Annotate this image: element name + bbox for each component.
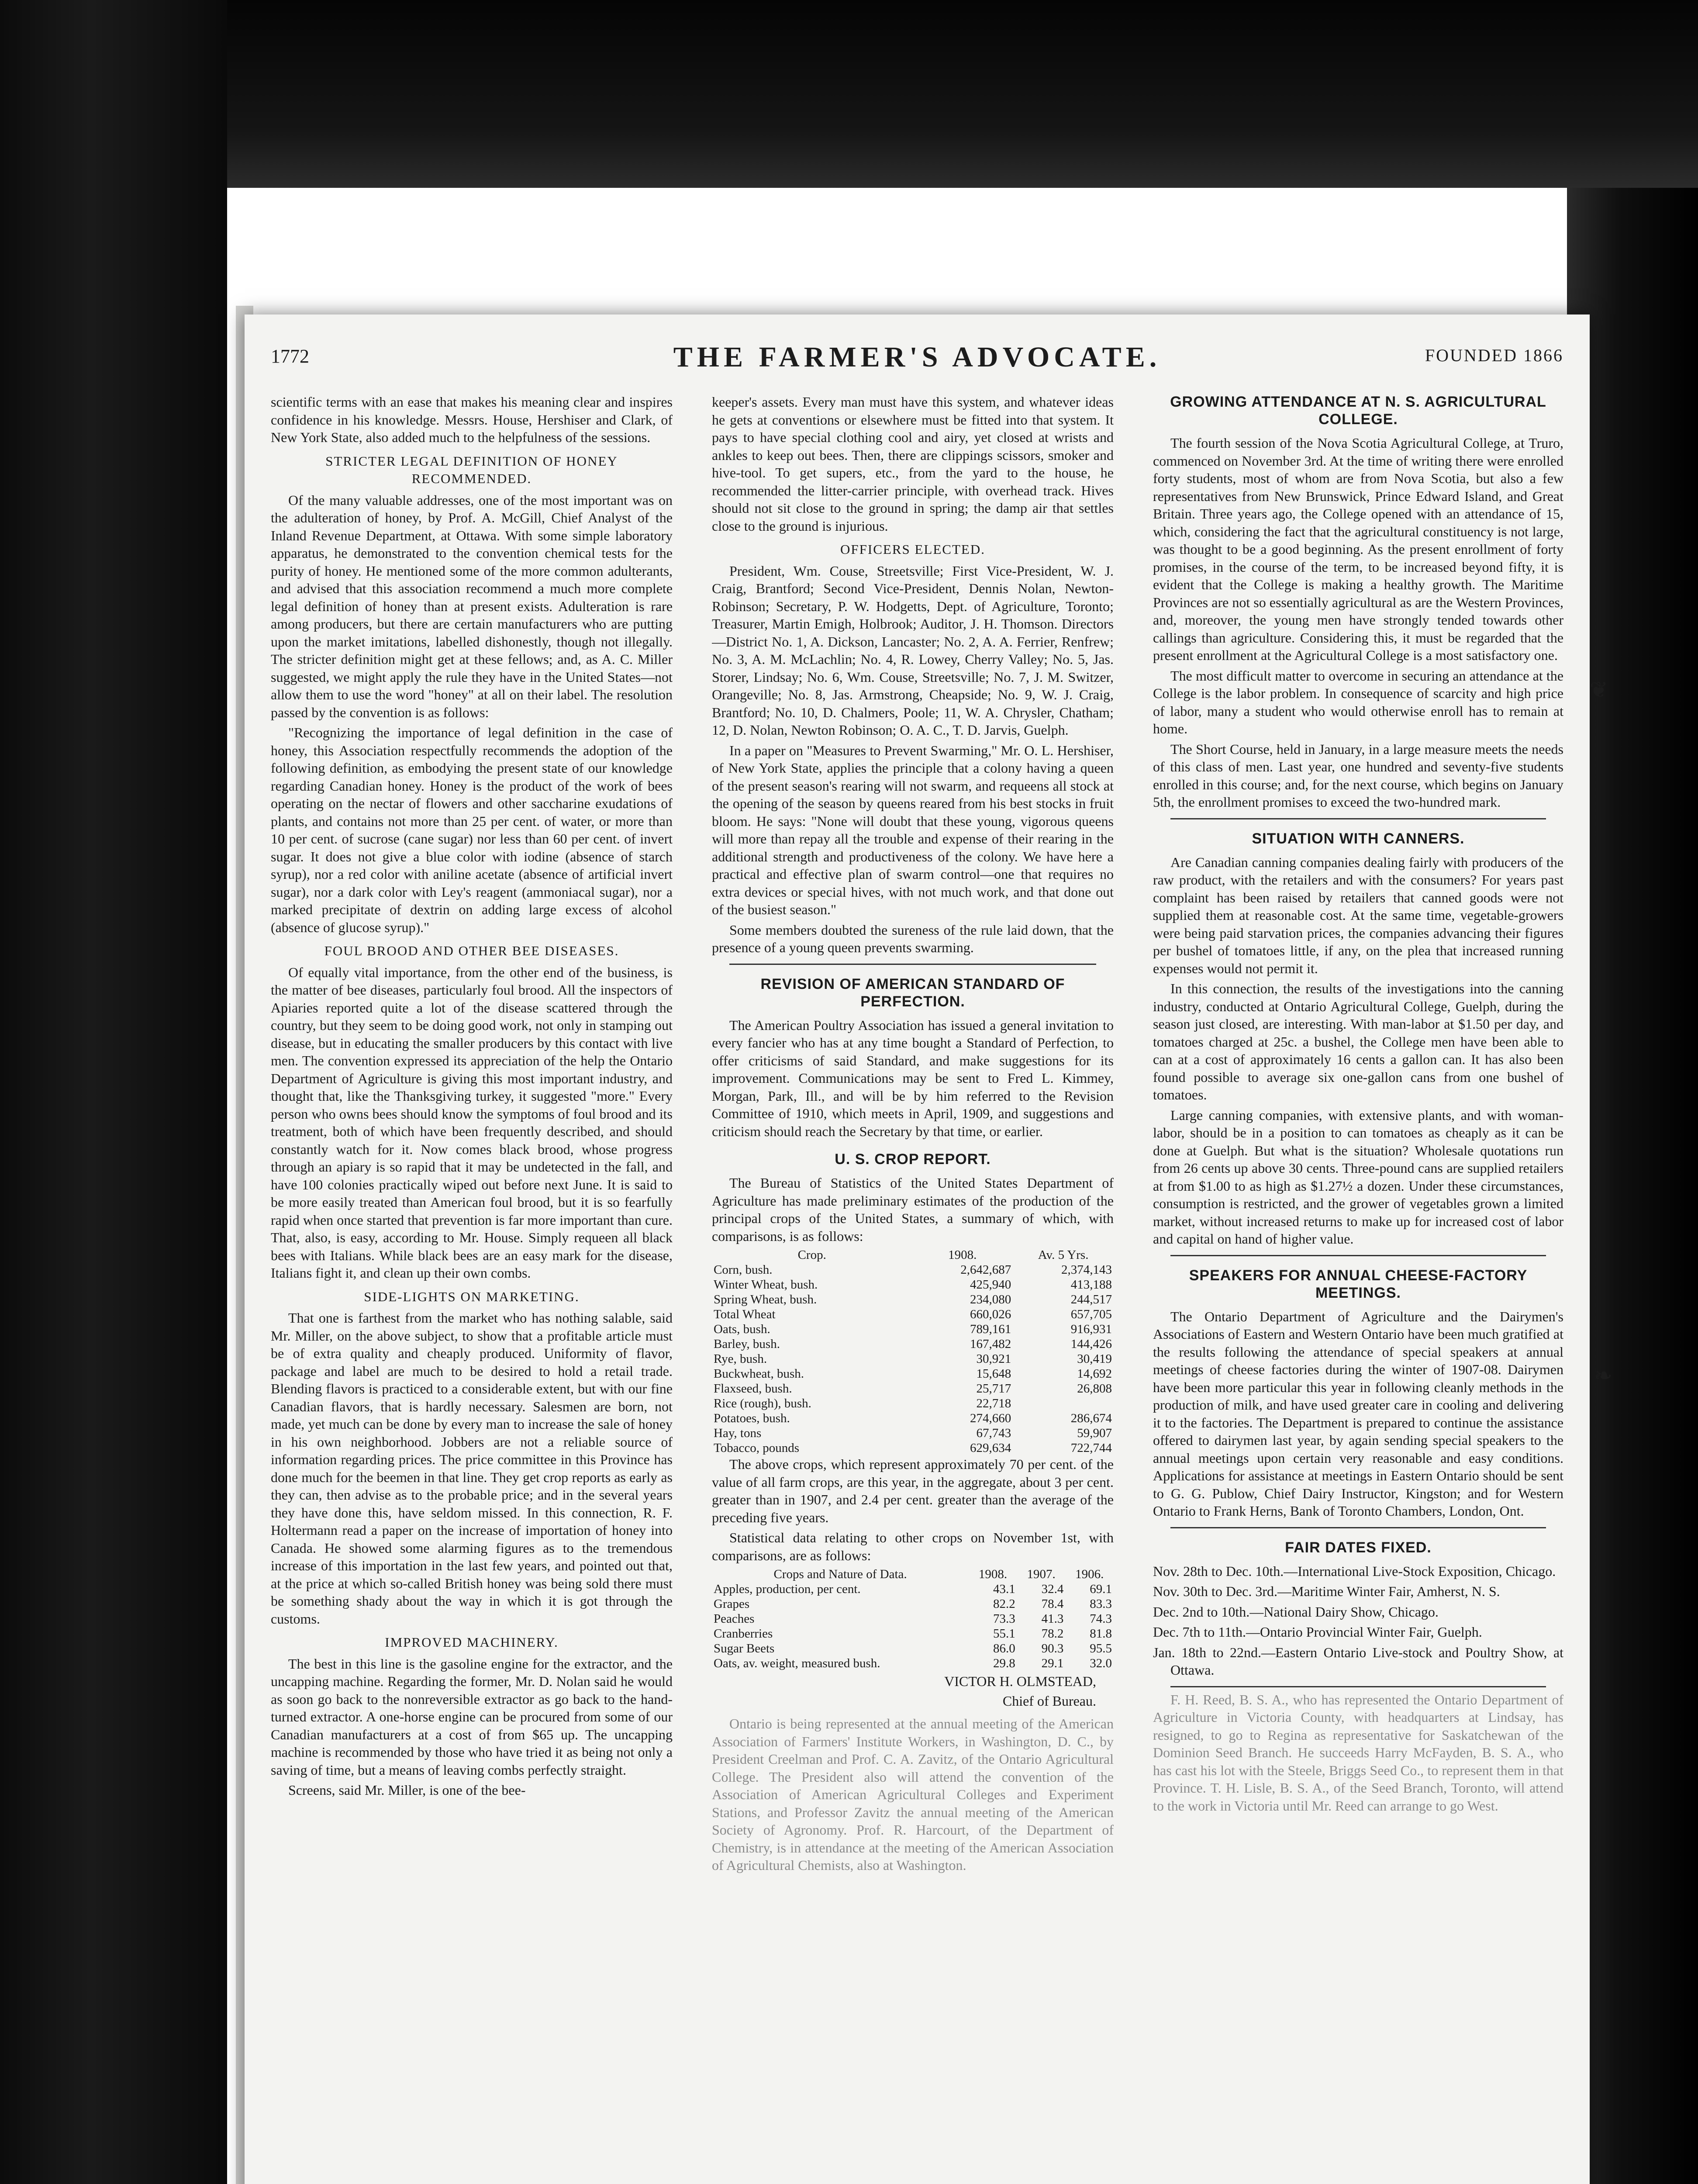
cell-1906: 69.1 xyxy=(1090,1582,1112,1596)
crop-name: Buckwheat, bush. xyxy=(714,1367,804,1381)
crop-value-1908: 15,648 xyxy=(976,1367,1011,1381)
crop-value-1908: 30,921 xyxy=(976,1352,1011,1366)
paragraph: President, Wm. Couse, Streetsville; First Vice-President, W. J. Craig, Brantford; Second Vice-President, Dennis Nolan, Newton-Robinson; Secretary, P. W. Hodgetts, Dept. of Agriculture, Toronto; Treasurer, Martin Emigh, Holbrook; Auditor, J. H. Thomson. Directors—District No. 1, A. Dickson, Lancaster; No. 2, A. A. Ferrier, Renfrew; No. 3, A. M. McLachlin; No. 4, R. Lowey, Cherry Valley; No. 5, Jas. Storer, Lindsay; No. 6, Wm. Couse, Streetsville; No. 7, J. M. Switzer, Orangeville; No. 8, Jas. Armstrong, Cheapside; No. 9, W. J. Craig, Brantford; No. 10, D. Chalmers, Poole; 11, W. A. Chrysler, Chatham; 12, D. Nolan, Newton Robinson; O. A. C., T. D. Jarvis, Guelph. xyxy=(712,563,1114,738)
row-label: Sugar Beets xyxy=(714,1641,775,1655)
table-header-row xyxy=(712,1567,1114,1582)
cell-1906: 81.8 xyxy=(1090,1627,1112,1641)
paragraph: The best in this line is the gasoline engine for the extractor, and the uncapping machine. Regarding the former, Mr. D. Nolan said he would as soon go back to the nonreversible extractor as go back to the hand-turned extractor. A one-horse engine can be procured from some of our Canadian manufacturers at a cost of from $65 up. The uncapping machine is recommended by those who have tried it as being not only a saving of time, but a means of leaving combs perfectly straight. xyxy=(271,1655,673,1778)
table-row xyxy=(712,1656,1114,1671)
crop-table xyxy=(712,1248,1114,1455)
cell-1908: 55.1 xyxy=(993,1627,1015,1641)
paragraph: Some members doubted the sureness of the rule laid down, that the presence of a young queen prevents swarming. xyxy=(712,922,1114,955)
crop-value-avg: 916,931 xyxy=(1070,1322,1112,1336)
crop-value-avg: 286,674 xyxy=(1070,1411,1112,1425)
paragraph: Are Canadian canning companies dealing fairly with producers of the raw product, with the retailers and with the consumers? For years past complaint has been raised by retailers that canned goods were not supplied them at reasonable cost. At the same time, vegetable-growers were being paid starvation prices, the companies advancing their figures per bushel of tomatoes little, if any, on the plea that increased running expenses would not permit it. xyxy=(1153,854,1563,976)
paragraph: In a paper on "Measures to Prevent Swarming," Mr. O. L. Hershiser, of New York State, applies the principle that a colony having a queen of the present season's rearing will not swarm, and requeens all stock at the opening of the season by queens reared from his best stocks in fruit bloom. He says: "None will doubt that these young, vigorous queens will more than repay all the trouble and expense of their rearing in the additional strength and productiveness of the colony. We have here a practical and effective plan of swarm control—one that requires no extra devices or special hives, with not much work, and that done out of the busiest season." xyxy=(712,742,1114,917)
table-row xyxy=(712,1351,1114,1366)
paragraph: In this connection, the results of the investigations into the canning industry, conducted at Ontario Agricultural College, Guelph, during the season just closed, are interesting. With man-labor at $1.50 per day, and tomatoes charged at 25c. a bushel, the College men have been able to can at a cost of approximately 16 cents a gallon can. It has also been found possible to average six one-gallon cans from one bushel of tomatoes. xyxy=(1153,981,1563,1102)
column-3 xyxy=(1153,393,1563,2079)
crop-name: Tobacco, pounds xyxy=(714,1441,800,1455)
divider xyxy=(1170,1255,1546,1256)
scanner-border-left xyxy=(0,0,227,2184)
crop-name: Hay, tons xyxy=(714,1426,762,1440)
cell-1906: 83.3 xyxy=(1090,1597,1112,1611)
crop-name: Oats, bush. xyxy=(714,1322,770,1336)
signature-name: VICTOR H. OLMSTEAD, xyxy=(944,1673,1096,1689)
table-row xyxy=(712,1277,1114,1292)
cell-1907: 90.3 xyxy=(1041,1641,1064,1655)
paragraph: Of the many valuable addresses, one of the most important was on the adulteration of honey, by Prof. A. McGill, Chief Analyst of the Inland Revenue Department, at Ottawa. With some simple laboratory apparatus, he demonstrated to the convention chemical tests for the purity of honey. He mentioned some of the more common adulterants, and advised that this association recommend a much more complete legal definition of honey than at present exists. Adulteration is rare among producers, but there are certain manufacturers who are putting upon the market imitations, labelled dishonestly, though not illegally. The stricter definition might get at these fellows; and, as A. C. Miller suggested, we might apply the rule they have in the United States—not allow them to use the word "honey" at all on their label. The resolution passed by the convention is as follows: xyxy=(271,492,673,720)
founded-label: FOUNDED 1866 xyxy=(1425,346,1563,365)
paragraph: The above crops, which represent approximately 70 per cent. of the value of all farm crops, are this year, in the aggregate, about 3 per cent. greater than in 1907, and 2.4 per cent. greater than the average of the preceding five years. xyxy=(712,1456,1114,1525)
subheading: OFFICERS ELECTED. xyxy=(840,542,985,557)
paragraph: The most difficult matter to overcome in securing an attendance at the College is the labor problem. In consequence of scarcity and high price of labor, many a student who would otherwise enroll has to remain at home. xyxy=(1153,667,1563,736)
subheading: IMPROVED MACHINERY. xyxy=(385,1635,559,1650)
scanner-border-top xyxy=(0,0,1698,188)
crop-value-avg: 2,374,143 xyxy=(1061,1263,1112,1277)
crop-value-1908: 25,717 xyxy=(976,1382,1011,1396)
crop-value-avg xyxy=(1013,1396,1114,1411)
crop-name: Flaxseed, bush. xyxy=(714,1382,792,1396)
table-row xyxy=(712,1441,1114,1455)
article-heading: SITUATION WITH CANNERS. xyxy=(1252,830,1465,847)
crop-value-avg: 59,907 xyxy=(1077,1426,1112,1440)
paragraph: The Ontario Department of Agriculture and the Dairymen's Associations of Eastern and Western Ontario have been much gratified at the results following the attendance of special speakers at annual meetings of cheese factories during the winter of 1907-08. Dairymen have been more particular this year in following cleanly methods in the production of milk, and have used greater care in cooling and delivering it to the factories. The Department is prepared to continue the assistance offered to dairymen last year, by again sending special speakers to the annual meetings upon certain very reasonable and easy conditions. Applications for assistance at meetings in Eastern Ontario should be sent to G. G. Publow, Chief Dairy Instructor, Kingston; and for Western Ontario to Frank Herns, Bank of Toronto Chambers, London, Ont. xyxy=(1153,1308,1563,1519)
binding-mark-icon: ❦ xyxy=(1590,677,1608,702)
table-row xyxy=(712,1322,1114,1337)
table-header-row xyxy=(712,1248,1114,1262)
table-row xyxy=(712,1381,1114,1396)
signature-title: Chief of Bureau. xyxy=(1002,1693,1096,1709)
page-number: 1772 xyxy=(271,346,309,367)
paragraph: The American Poultry Association has issued a general invitation to every fancier who has at any time bought a Standard of Perfection, to offer criticisms of said Standard, and make suggestions for its improvement. Communications may be sent to Fred L. Kimmey, Morgan, Park, Ill., and will be by him referred to the Revision Committee of 1910, which meets in April, 1909, and suggestions and criticism should reach the Secretary by that time, or earlier. xyxy=(712,1017,1114,1139)
divider xyxy=(1170,818,1546,819)
paragraph: scientific terms with an ease that makes his meaning clear and inspires confidence in his knowledge. Messrs. House, Hershiser and Clark, of New York State, also added much to the helpfulness of the sessions. xyxy=(271,394,673,445)
cell-1908: 29.8 xyxy=(993,1656,1015,1670)
row-label: Grapes xyxy=(714,1597,750,1611)
article-heading: REVISION OF AMERICAN STANDARD OF PERFECTION. xyxy=(760,975,1065,1010)
cell-1906: 32.0 xyxy=(1090,1656,1112,1670)
crop-name: Rice (rough), bush. xyxy=(714,1396,811,1410)
cell-1907: 41.3 xyxy=(1041,1612,1064,1626)
subheading: FOUL BROOD AND OTHER BEE DISEASES. xyxy=(324,943,619,958)
fair-date-item: Nov. 28th to Dec. 10th.—International Live-Stock Exposition, Chicago. xyxy=(1153,1563,1556,1579)
cell-1908: 43.1 xyxy=(993,1582,1015,1596)
table-row xyxy=(712,1307,1114,1322)
paragraph: Large canning companies, with extensive plants, and with woman-labor, should be in a position to can tomatoes as cheaply as it can be done at Guelph. But what is the situation? Wholesale quotations run from 26 cents up above 30 cents. Three-pound cans are supplied retailers at from $1.00 to as high as $1.27½ a dozen. Under these circumstances, consumption is restricted, and the grower of vegetables grown a limited market, without increased returns to make up for increased cost of labor and capital on hand of higher value. xyxy=(1153,1107,1563,1247)
paragraph: "Recognizing the importance of legal definition in the case of honey, this Association respectfully recommends the adoption of the following definition, as embodying the present state of our knowledge regarding Canadian honey. Honey is the product of the work of bees operating on the nectar of flowers and other saccharine exudations of plants, and contains not more than 25 per cent. of water, or more than 10 per cent. of sucrose (cane sugar) nor less than 60 per cent. of invert sugar. It does not give a blue color with iodine (absence of starch syrup), nor a red color with aniline acetate (absence of artificial invert sugar), nor a dark color with Ley's reagent (ammoniacal sugar), nor a marked precipitate of dextrin on adding large excess of alcohol (absence of glucose syrup)." xyxy=(271,725,673,935)
header-cell: Crops and Nature of Data. xyxy=(773,1567,907,1581)
table-row xyxy=(712,1626,1114,1641)
subheading: SIDE-LIGHTS ON MARKETING. xyxy=(364,1289,580,1304)
crop-value-avg: 413,188 xyxy=(1070,1278,1112,1292)
crop-name: Rye, bush. xyxy=(714,1352,767,1366)
fair-date-item: Dec. 2nd to 10th.—National Dairy Show, Chicago. xyxy=(1153,1603,1439,1620)
header-cell: 1906. xyxy=(1075,1567,1104,1581)
subheading: STRICTER LEGAL DEFINITION OF HONEY RECOMMENDED. xyxy=(325,453,618,486)
crop-value-1908: 234,080 xyxy=(970,1292,1011,1306)
crop-condition-table xyxy=(712,1567,1114,1671)
row-label: Peaches xyxy=(714,1612,755,1626)
crop-value-1908: 67,743 xyxy=(976,1426,1011,1440)
cell-1908: 82.2 xyxy=(993,1597,1015,1611)
crop-value-1908: 629,634 xyxy=(970,1441,1011,1455)
crop-value-avg: 722,744 xyxy=(1070,1441,1112,1455)
paragraph: The Short Course, held in January, in a large measure meets the needs of this class of men. Last year, one hundred and seventy-five students enrolled in this course; and, for the next course, which begins on January 5th, the enrollment promises to exceed the two-hundred mark. xyxy=(1153,741,1563,810)
cell-1907: 78.4 xyxy=(1041,1597,1064,1611)
article-heading: SPEAKERS FOR ANNUAL CHEESE-FACTORY MEETINGS. xyxy=(1189,1267,1528,1301)
crop-value-1908: 660,026 xyxy=(970,1307,1011,1321)
table-row xyxy=(712,1641,1114,1656)
paragraph: F. H. Reed, B. S. A., who has represented the Ontario Department of Agriculture in Victoria County, with headquarters at Lindsay, has resigned, to go to Regina as representative for Saskatchewan of the Dominion Seed Branch. He succeeds Harry McFayden, B. S. A., who has cast his lot with the Steele, Briggs Seed Co., to represent them in that Province. T. H. Lisle, B. S. A., of the Seed Branch, Toronto, will attend to the work in Victoria until Mr. Reed can arrange to go West. xyxy=(1153,1691,1563,1814)
crop-value-1908: 22,718 xyxy=(976,1396,1011,1410)
paragraph: Screens, said Mr. Miller, is one of the bee- xyxy=(288,1782,526,1798)
masthead-title: THE FARMER'S ADVOCATE. xyxy=(673,341,1161,373)
header-cell: Crop. xyxy=(797,1248,826,1262)
column-2 xyxy=(712,393,1114,2079)
divider xyxy=(729,964,1096,965)
table-row xyxy=(712,1611,1114,1626)
cell-1908: 86.0 xyxy=(993,1641,1015,1655)
crop-value-1908: 167,482 xyxy=(970,1337,1011,1351)
column-1 xyxy=(271,393,673,2079)
header-cell: Av. 5 Yrs. xyxy=(1038,1248,1089,1262)
header-cell: 1907. xyxy=(1027,1567,1056,1581)
article-heading: GROWING ATTENDANCE AT N. S. AGRICULTURAL COLLEGE. xyxy=(1170,394,1546,428)
crop-value-1908: 789,161 xyxy=(970,1322,1011,1336)
table-row xyxy=(712,1337,1114,1351)
cell-1907: 29.1 xyxy=(1041,1656,1064,1670)
crop-value-1908: 2,642,687 xyxy=(960,1263,1011,1277)
table-row xyxy=(712,1582,1114,1597)
row-label: Oats, av. weight, measured bush. xyxy=(714,1656,880,1670)
table-row xyxy=(712,1411,1114,1426)
crop-value-avg: 244,517 xyxy=(1070,1292,1112,1306)
crop-name: Potatoes, bush. xyxy=(714,1411,790,1425)
fair-date-item: Jan. 18th to 22nd.—Eastern Ontario Live-stock and Poultry Show, at Ottawa. xyxy=(1153,1644,1563,1678)
header-cell: 1908. xyxy=(948,1248,977,1262)
crop-value-1908: 274,660 xyxy=(970,1411,1011,1425)
cell-1907: 78.2 xyxy=(1041,1627,1064,1641)
table-row xyxy=(712,1426,1114,1441)
table-row xyxy=(712,1292,1114,1307)
table-row xyxy=(712,1597,1114,1611)
crop-value-avg: 144,426 xyxy=(1070,1337,1112,1351)
page-header xyxy=(271,341,1563,389)
cell-1906: 74.3 xyxy=(1090,1612,1112,1626)
crop-name: Corn, bush. xyxy=(714,1263,773,1277)
crop-value-avg: 14,692 xyxy=(1077,1367,1112,1381)
binding-mark-icon: ❧ xyxy=(1594,1363,1612,1388)
paragraph: Of equally vital importance, from the other end of the business, is the matter of bee diseases, particularly foul brood. All the inspectors of Apiaries reported quite a lot of the disease scattered through the country, but they seem to be doing good work, not only in stamping out disease, but in educating the smaller producers by this contact with live men. The convention expressed its appreciation of the help the Ontario Department of Agriculture is giving this most important industry, and thought that, like the Thanksgiving turkey, it suggested "more." Every person who owns bees should know the symptoms of foul brood and its treatment, both of which have been frequently described, and should constantly watch for it. Now comes black brood, whose progress through an apiary is so rapid that it may be undetected in the fall, and have 100 colonies practically wiped out before next June. It is said to be more easily treated than American foul brood, but it is so fearfully rapid when once started that prevention is far more important than cure. That, also, is easy, according to Mr. House. Simply requeen all black bees with Italians. While black bees are an easy mark for the disease, Italians fight it, and clean up their own combs. xyxy=(271,964,673,1281)
fair-date-item: Dec. 7th to 11th.—Ontario Provincial Winter Fair, Guelph. xyxy=(1153,1624,1482,1640)
cell-1908: 73.3 xyxy=(993,1612,1015,1626)
table-row xyxy=(712,1396,1114,1411)
crop-value-avg: 30,419 xyxy=(1077,1352,1112,1366)
crop-name: Barley, bush. xyxy=(714,1337,780,1351)
paragraph: The Bureau of Statistics of the United States Department of Agriculture has made preliminary estimates of the production of the principal crops of the United States, a summary of which, with comparisons, is as follows: xyxy=(712,1175,1114,1244)
table-row xyxy=(712,1366,1114,1381)
row-label: Apples, production, per cent. xyxy=(714,1582,861,1596)
crop-value-avg: 657,705 xyxy=(1070,1307,1112,1321)
paragraph: Ontario is being represented at the annual meeting of the American Association of Farmers' Institute Workers, in Washington, D. C., by President Creelman and Prof. C. A. Zavitz, of the Ontario Agricultural College. The President also will attend the convention of the Association of American Agricultural Colleges and Experiment Stations, and Professor Zavitz the annual meeting of the American Society of Agronomy. Prof. R. Harcourt, of the Department of Chemistry, is in attendance at the meeting of the American Association of Agricultural Chemists, also at Washington. xyxy=(712,1716,1114,1873)
crop-name: Spring Wheat, bush. xyxy=(714,1292,817,1306)
paragraph: Statistical data relating to other crops on November 1st, with comparisons, are as follows: xyxy=(712,1530,1114,1563)
crop-name: Total Wheat xyxy=(714,1307,776,1321)
cell-1907: 32.4 xyxy=(1041,1582,1064,1596)
header-cell: 1908. xyxy=(978,1567,1008,1581)
paragraph: keeper's assets. Every man must have this system, and whatever ideas he gets at conventions or elsewhere must be fitted into that system. It pays to have special clothing cool and airy, yet closed at wrists and ankles to keep out bees. Then, there are clippings scissors, smoker and hive-tool. To get supers, etc., from the yard to the house, he recommended the litter-carrier principle, with overhead track. Hives should not sit close to the ground in spring; the damp air that settles close to the ground is injurious. xyxy=(712,394,1114,534)
crop-value-1908: 425,940 xyxy=(970,1278,1011,1292)
row-label: Cranberries xyxy=(714,1627,773,1641)
cell-1906: 95.5 xyxy=(1090,1641,1112,1655)
crop-name: Winter Wheat, bush. xyxy=(714,1278,818,1292)
crop-value-avg: 26,808 xyxy=(1077,1382,1112,1396)
divider xyxy=(1170,1527,1546,1528)
divider xyxy=(1170,1686,1546,1687)
paragraph: That one is farthest from the market who has nothing salable, said Mr. Miller, on the above subject, to show that a profitable article must be of extra quality and cheaply produced. Uniformity of flavor, package and label are much to be desired to hold a retail trade. Blending flavors is practiced to a considerable extent, but with our fine Canadian flavors, that is hardly necessary. Salesmen are born, not made, yet much can be done by every man to increase the sale of honey in his own neighborhood. Jobbers are not a reliable source of information regarding prices. The price committee in this Province has done much for the beemen in that line. They get crop reports as early as they can, then advise as to the probable price; and in the several years they have done this, have seldom missed. In this connection, R. F. Holtermann read a paper on the increase of importation of honey into Canada. He showed some alarming figures as to the tremendous increase of this importation in the last few years, and pointed out that, at the price at which so-called British honey was being sold there must be something shady about the way in which it is got through the customs. xyxy=(271,1310,673,1627)
article-heading: FAIR DATES FIXED. xyxy=(1285,1539,1432,1556)
paragraph: The fourth session of the Nova Scotia Agricultural College, at Truro, commenced on November 3rd. At the time of writing there were enrolled forty students, most of whom are from Nova Scotia, but also a few representatives from New Brunswick, Prince Edward Island, and Great Britain. Three years ago, the College opened with an attendance of 15, which, considering the fact that the agricultural constituency is not large, was thought to be a good beginning. As the present enrollment of forty promises, in the course of the term, to be increased beyond fifty, it is evident that the College is making a healthy growth. The Maritime Provinces are not so essentially agricultural as are the Western Provinces, and, moreover, the young men have strongly tended towards other callings than agriculture. Considering this, it must be regarded that the present enrollment at the Agricultural College is a most satisfactory one. xyxy=(1153,435,1563,663)
fair-date-item: Nov. 30th to Dec. 3rd.—Maritime Winter Fair, Amherst, N. S. xyxy=(1153,1583,1500,1599)
article-heading: U. S. CROP REPORT. xyxy=(835,1151,991,1168)
table-row xyxy=(712,1262,1114,1277)
